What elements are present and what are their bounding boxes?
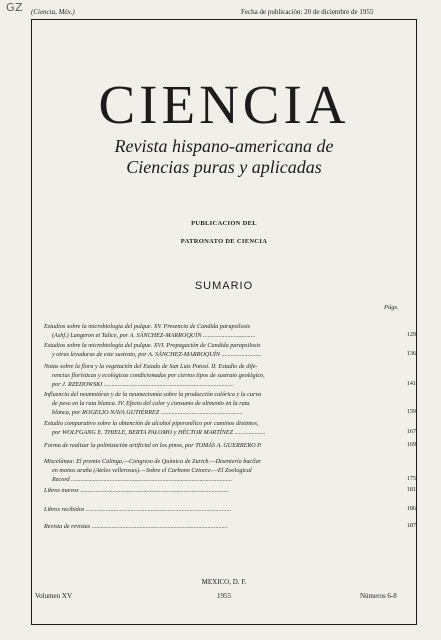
- contents-entry: [44, 522, 386, 531]
- contents-entry-page: 186: [406, 505, 416, 512]
- contents-entry-line: blanca, por ROGELIO NAVA GUTIÉRREZ .....................................................: [52, 409, 243, 416]
- publisher-line-2: PATRONATO DE CIENCIA: [180, 238, 268, 245]
- contents-entry-line: Estudios sobre la microbiología del pulque. XV. Presencia de Candida parapsilosis: [44, 323, 251, 330]
- contents-entry-line: y otras levaduras de este sustrato, por A. SÁNCHEZ-MARROQUÍN ..........................: [52, 351, 262, 358]
- publication-year: 1955: [217, 592, 231, 600]
- publisher-line-1: PUBLICACION DEL: [191, 220, 257, 227]
- contents-entry-line: rencias florísticas y ecológicas condicionadas por ciertos tipos de sustrato geológico,: [52, 372, 265, 379]
- contents-entry-line: Libros nuevos ................................................................................................: [44, 487, 229, 494]
- contents-heading: SUMARIO: [194, 280, 254, 292]
- place-of-publication: MEXICO, D. F.: [201, 578, 247, 586]
- contents-entry-line: Miscelánea: El premio Calinga.—Congreso de Química de Zurich.—Disentería bacilar: [44, 458, 262, 465]
- contents-entry: [44, 419, 386, 437]
- contents-entry-line: Revista de revistas ........................................................................................: [44, 523, 228, 530]
- contents-entry: [44, 441, 386, 450]
- pages-column-label: Págs.: [384, 304, 399, 311]
- issue-numbers: Números 6-8: [360, 592, 397, 600]
- journal-title: CIENCIA: [98, 74, 350, 135]
- contents-entry-line: Estudio comparativo sobre la obtención de alcohol piperonílico por caminos distintos,: [44, 420, 259, 427]
- contents-entry-page: 159: [406, 408, 416, 415]
- contents-entry-line: Notas sobre la flora y la vegetación del Estado de San Luis Potosí. II. Estudio de dife-: [44, 363, 258, 370]
- journal-abbreviation: (Ciencia, Méx.): [31, 8, 75, 16]
- volume-label: Volumen XV: [35, 592, 73, 600]
- journal-subtitle-line-2: Ciencias puras y aplicadas: [126, 157, 322, 177]
- contents-entry-page: 169: [406, 441, 416, 448]
- contents-entry-line: Forma de realizar la polinización artificial en los pinos, por TOMÁS A. GUERRERO P.: [44, 442, 262, 449]
- contents-entry-page: 181: [406, 486, 416, 493]
- contents-entry: [44, 505, 386, 514]
- contents-entry-page: 187: [406, 522, 416, 529]
- contents-entry-line: (Ashf.) Langeron et Talice, por A. SÁNCHEZ-MARROQUÍN ..................................: [52, 332, 256, 339]
- contents-entry-line: Record ........................................................................................................: [52, 476, 233, 483]
- contents-entry-line: en monos araña (Ateles vellerosus).—Sobre el Carbono Cetorce.—El Zoological: [52, 467, 252, 474]
- contents-entry: [44, 341, 386, 359]
- handwritten-mark: GZ: [6, 1, 24, 14]
- contents-entry: [44, 457, 386, 484]
- contents-entry: [44, 390, 386, 417]
- contents-entry-page: 129: [406, 331, 416, 338]
- contents-entry-page: 141: [406, 380, 416, 387]
- contents-entry-page: 167: [406, 428, 416, 435]
- journal-subtitle-line-1: Revista hispano-americana de: [114, 136, 334, 156]
- contents-entry-line: por WOLFGANG E. THIELE, BERTA PALOMO y HÉCTOR MARTÍNEZ ....................: [52, 429, 266, 436]
- contents-entry-line: Libros recibidos ..............................................................................................: [44, 506, 232, 513]
- contents-entry-line: por J. RZEDOWSKI ....................................................................................: [52, 381, 234, 388]
- contents-entry-page: 136: [406, 350, 416, 357]
- publication-date: Fecha de publicación: 20 de diciembre de 1955: [241, 8, 374, 16]
- contents-entry-page: 175: [406, 475, 416, 482]
- contents-entry-line: Influencia del neumotórax y de la neumectomía sobre la producción calórica y la curva: [44, 391, 262, 398]
- contents-entry: [44, 486, 386, 495]
- contents-entry-line: de peso en la rata blanca. IV. Efecto del calor y consumo de alimento en la rata: [52, 400, 250, 407]
- contents-entry-line: Estudios sobre la microbiología del pulque. XVI. Propagación de Candida parapsilosis: [44, 342, 261, 349]
- contents-entry: [44, 362, 386, 389]
- contents-entry: [44, 322, 386, 340]
